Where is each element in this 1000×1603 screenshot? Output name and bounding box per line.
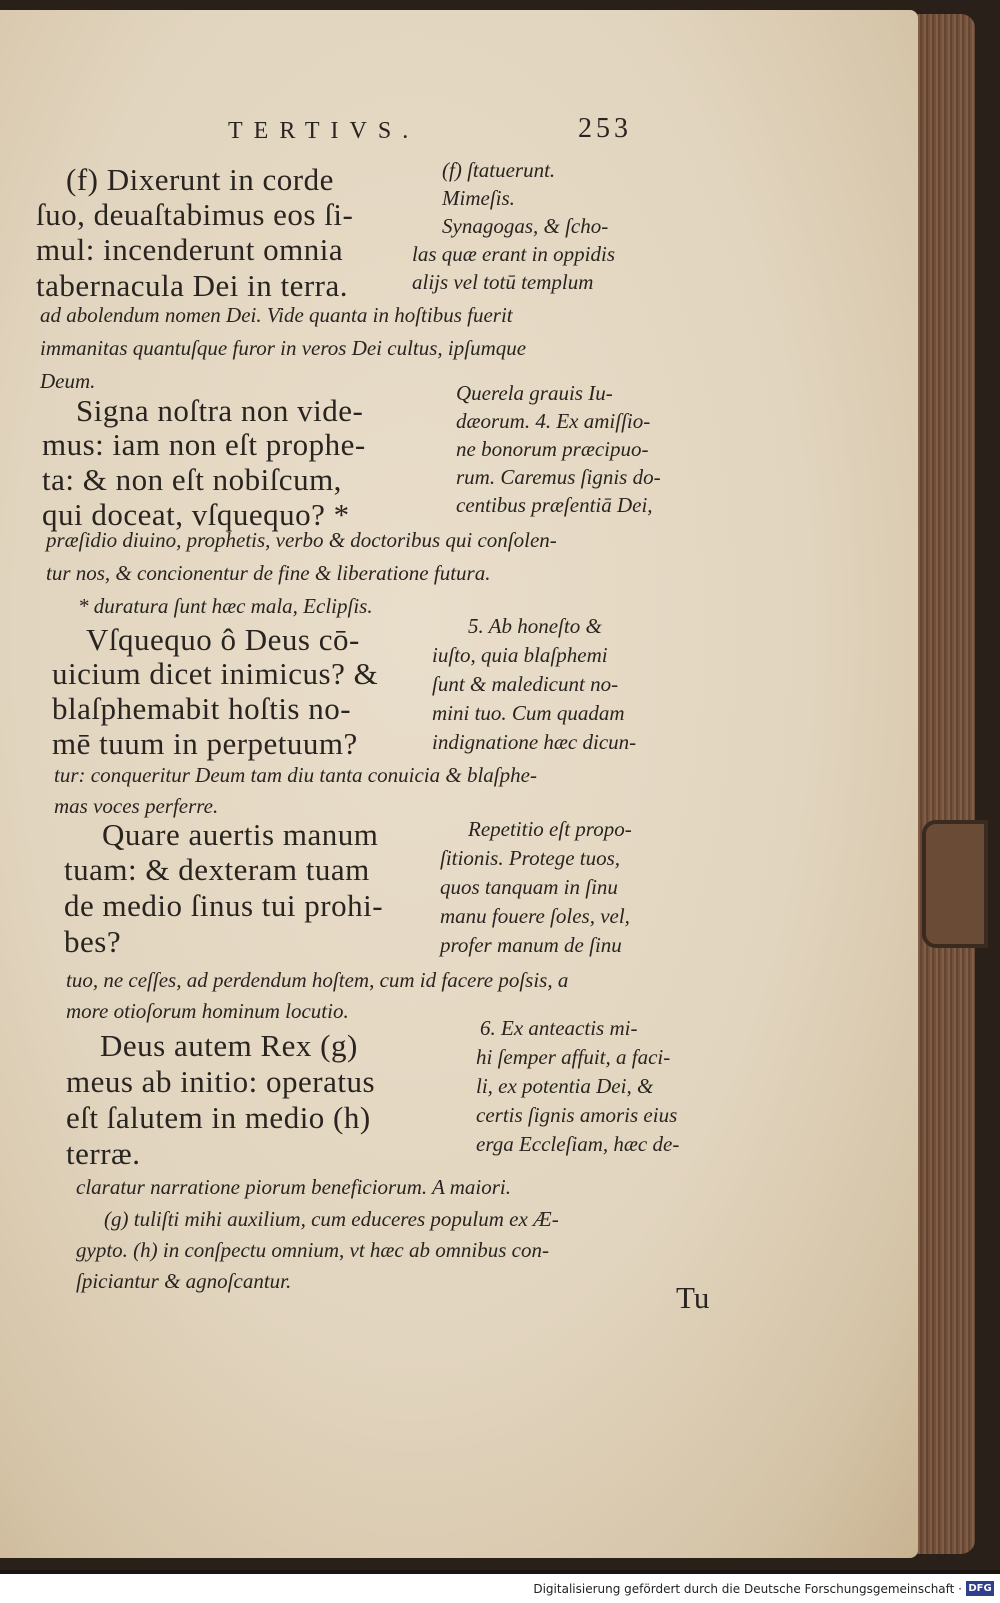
psalm-verse-line: ſuo, deuaſtabimus eos ſi- xyxy=(36,197,354,232)
psalm-verse-line: ta: & non eſt nobiſcum, xyxy=(42,462,342,497)
commentary-line: tuo, ne ceſſes, ad perdendum hoſtem, cum id facere poſsis, a xyxy=(66,968,569,992)
running-title: TERTIVS. xyxy=(228,118,420,144)
margin-gloss-line: Mimeſis. xyxy=(442,186,515,210)
margin-gloss-line: profer manum de ſinu xyxy=(440,933,622,957)
commentary-line: tur nos, & concionentur de fine & liberatione futura. xyxy=(46,561,491,585)
margin-gloss-line: dæorum. 4. Ex amiſſio- xyxy=(456,409,651,433)
commentary-line: claratur narratione piorum beneficiorum. A maiori. xyxy=(76,1175,511,1199)
commentary-line: immanitas quantuſque furor in veros Dei cultus, ipſumque xyxy=(40,336,527,360)
commentary-line: præſidio diuino, prophetis, verbo & doctoribus qui conſolen- xyxy=(46,528,557,552)
commentary-line: gypto. (h) in conſpectu omnium, vt hæc ab omnibus con- xyxy=(76,1238,549,1262)
commentary-line: Deum. xyxy=(40,369,96,393)
page-number: 253 xyxy=(578,113,632,144)
psalm-verse-line: de medio ſinus tui prohi- xyxy=(64,888,384,923)
psalm-verse-line: mul: incenderunt omnia xyxy=(36,232,344,267)
margin-gloss-line: quos tanquam in ſinu xyxy=(440,875,618,899)
commentary-line: ad abolendum nomen Dei. Vide quanta in hoſtibus fuerit xyxy=(40,303,513,327)
psalm-verse-line: Quare auertis manum xyxy=(102,817,379,852)
margin-gloss-line: mini tuo. Cum quadam xyxy=(432,701,625,725)
psalm-verse-line: Signa noſtra non vide- xyxy=(76,393,364,428)
margin-gloss-line: hi ſemper affuit, a faci- xyxy=(476,1045,671,1069)
psalm-verse-line: tabernacula Dei in terra. xyxy=(36,268,348,303)
margin-gloss-line: iuſto, quia blaſphemi xyxy=(432,643,608,667)
margin-gloss-line: rum. Caremus ſignis do- xyxy=(456,465,661,489)
margin-gloss-line: 6. Ex anteactis mi- xyxy=(480,1016,638,1040)
psalm-verse-line: blaſphemabit hoſtis no- xyxy=(52,691,352,726)
commentary-line: tur: conqueritur Deum tam diu tanta conuicia & blaſphe- xyxy=(54,763,537,787)
psalm-verse-line: mē tuum in perpetuum? xyxy=(52,726,358,761)
digitization-footer xyxy=(0,1574,1000,1603)
margin-gloss-line: (f) ſtatuerunt. xyxy=(442,158,556,182)
margin-gloss-line: Synagogas, & ſcho- xyxy=(442,214,609,238)
margin-gloss-line: li, ex potentia Dei, & xyxy=(476,1074,654,1098)
margin-gloss-line: alijs vel totū templum xyxy=(412,270,594,294)
psalm-verse-line: uicium dicet inimicus? & xyxy=(52,656,379,691)
margin-gloss-line: las quæ erant in oppidis xyxy=(412,242,616,266)
commentary-line: * duratura ſunt hæc mala, Eclipſis. xyxy=(78,594,373,618)
margin-gloss-line: ne bonorum præcipuo- xyxy=(456,437,649,461)
psalm-verse-line: mus: iam non eſt prophe- xyxy=(42,427,366,462)
margin-gloss-line: centibus præſentiā Dei, xyxy=(456,493,653,517)
commentary-line: mas voces perferre. xyxy=(54,794,219,818)
dfg-logo: DFG xyxy=(966,1581,994,1596)
psalm-verse-line: Vſquequo ô Deus cō- xyxy=(86,622,360,657)
psalm-verse-line: qui doceat, vſquequo? * xyxy=(42,497,350,532)
psalm-verse-line: meus ab initio: operatus xyxy=(66,1064,376,1099)
psalm-verse-line: (f) Dixerunt in corde xyxy=(66,162,334,197)
margin-gloss-line: Querela grauis Iu- xyxy=(456,381,613,405)
book-clasp xyxy=(922,820,988,948)
margin-gloss-line: indignatione hæc dicun- xyxy=(432,730,637,754)
margin-gloss-line: manu fouere ſoles, vel, xyxy=(440,904,630,928)
psalm-verse-line: bes? xyxy=(64,924,122,959)
psalm-verse-line: eſt ſalutem in medio (h) xyxy=(66,1100,371,1135)
commentary-line: (g) tuliſti mihi auxilium, cum educeres populum ex Æ- xyxy=(104,1207,559,1231)
psalm-verse-line: terræ. xyxy=(66,1136,141,1171)
psalm-verse-line: tuam: & dexteram tuam xyxy=(64,852,370,887)
margin-gloss-line: 5. Ab honeſto & xyxy=(468,614,602,638)
commentary-line: more otioſorum hominum locutio. xyxy=(66,999,349,1023)
margin-gloss-line: certis ſignis amoris eius xyxy=(476,1103,678,1127)
commentary-line: ſpiciantur & agnoſcantur. xyxy=(76,1269,292,1293)
catchword: Tu xyxy=(676,1280,710,1315)
margin-gloss-line: erga Eccleſiam, hæc de- xyxy=(476,1132,680,1156)
margin-gloss-line: Repetitio eſt propo- xyxy=(468,817,632,841)
margin-gloss-line: ſunt & maledicunt no- xyxy=(432,672,619,696)
margin-gloss-line: ſitionis. Protege tuos, xyxy=(440,846,621,870)
footer-credit: Digitalisierung gefördert durch die Deutsche Forschungsgemeinschaft · xyxy=(533,1582,962,1596)
psalm-verse-line: Deus autem Rex (g) xyxy=(100,1028,358,1063)
